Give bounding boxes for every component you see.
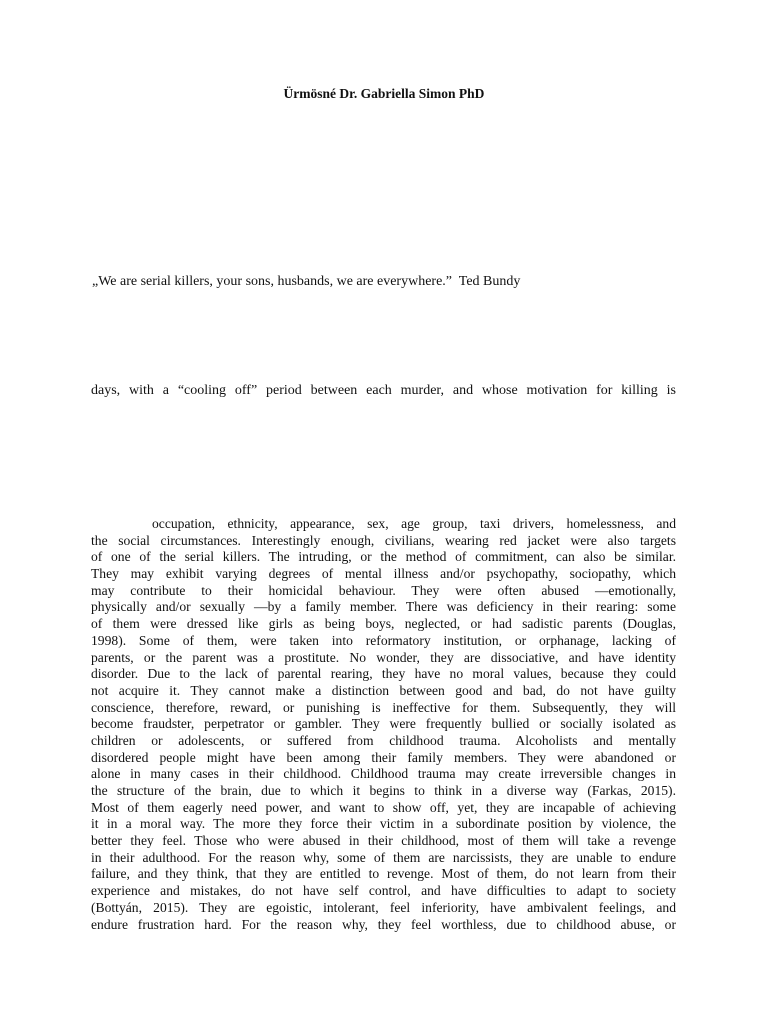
body-line: endure frustration hard. For the reason why, they feel worthless, due to childhood abuse, or bbox=[91, 916, 676, 932]
body-line: alone in many cases in their childhood. Childhood trauma may create irreversible changes in bbox=[91, 766, 676, 782]
body-line: become fraudster, perpetrator or gambler. They were frequently bullied or socially isolated as bbox=[91, 716, 676, 732]
body-line: conscience, therefore, reward, or punishing is ineffective for them. Subsequently, they will bbox=[91, 699, 676, 715]
body-line: the social circumstances. Interestingly enough, civilians, wearing red jacket were also targets bbox=[91, 532, 676, 548]
body-line: (Bottyán, 2015). They are egoistic, intolerant, feel inferiority, have ambivalent feelings, and bbox=[91, 899, 676, 915]
body-line: disordered people might have been among their family members. They were abandoned or bbox=[91, 749, 676, 765]
body-line: in their adulthood. For the reason why, some of them are narcissists, they are unable to endure bbox=[91, 849, 676, 865]
epigraph-quote: „We are serial killers, your sons, husbands, we are everywhere.” Ted Bundy bbox=[92, 274, 521, 289]
body-line: They may exhibit varying degrees of mental illness and/or psychopathy, sociopathy, which bbox=[91, 566, 676, 582]
body-paragraph bbox=[91, 516, 676, 933]
body-line: Most of them eagerly need power, and want to show off, yet, they are incapable of achieving bbox=[91, 799, 676, 815]
body-line: better they feel. Those who were abused in their childhood, most of them will take a revenge bbox=[91, 833, 676, 849]
body-line: the structure of the brain, due to which it begins to think in a diverse way (Farkas, 2015). bbox=[91, 783, 676, 798]
body-line: parents, or the parent was a prostitute. No wonder, they are dissociative, and have identity bbox=[91, 649, 676, 665]
body-line: of them were dressed like girls as being boys, neglected, or had sadistic parents (Douglas, bbox=[91, 616, 676, 632]
body-line: disorder. Due to the lack of parental rearing, they have no moral values, because they could bbox=[91, 666, 676, 682]
author-name: Ürmösné Dr. Gabriella Simon PhD bbox=[283, 86, 485, 101]
body-line: 1998). Some of them, were taken into reformatory institution, or orphanage, lacking of bbox=[91, 632, 676, 648]
text-fragment: days, with a “cooling off” period between each murder, and whose motivation for killing is bbox=[91, 383, 676, 398]
body-line: occupation, ethnicity, appearance, sex, age group, taxi drivers, homelessness, and bbox=[152, 516, 676, 531]
body-line: experience and mistakes, do not have self control, and have difficulties to adapt to society bbox=[91, 883, 676, 899]
body-line: failure, and they think, that they are entitled to revenge. Most of them, do not learn from their bbox=[91, 866, 676, 882]
body-line: of one of the serial killers. The intruding, or the method of commitment, can also be similar. bbox=[91, 549, 676, 565]
body-line: may contribute to their homicidal behaviour. They were often abused —emotionally, bbox=[91, 582, 676, 598]
body-line: it in a moral way. The more they force their victim in a subordinate position by violence, the bbox=[91, 816, 676, 832]
body-line: children or adolescents, or suffered from childhood trauma. Alcoholists and mentally bbox=[91, 732, 676, 748]
body-line: physically and/or sexually —by a family member. There was deficiency in their rearing: some bbox=[91, 599, 676, 615]
body-line: not acquire it. They cannot make a distinction between good and bad, do not have guilty bbox=[91, 682, 676, 698]
